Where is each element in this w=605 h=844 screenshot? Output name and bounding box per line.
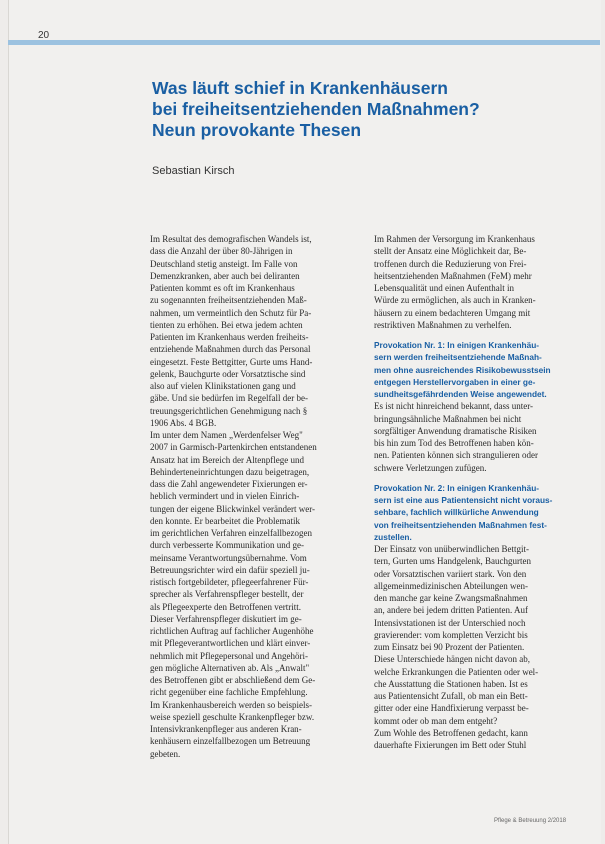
text-line: Im Rahmen der Versorgung im Krankenhaus — [374, 234, 535, 244]
provocation-heading-line: entgegen Herstellervorgaben in einer ge- — [374, 376, 536, 387]
text-line: tern, Gurten ums Handgelenk, Bauchgurten — [374, 556, 531, 567]
text-line: dass die Anzahl der über 80-Jährigen in — [150, 246, 293, 257]
text-line: gravierender: vom kompletten Verzicht bis — [374, 629, 528, 640]
page-number: 20 — [38, 30, 50, 41]
text-line: oder Vorsatztischen variiert stark. Von den — [374, 568, 527, 579]
text-line: 2007 in Garmisch-Partenkirchen entstandenen — [150, 442, 317, 453]
text-line: gen mögliche Alternativen ab. Als „Anwalt" — [150, 662, 310, 673]
text-line: nen. Patienten können sich strangulieren oder — [374, 450, 538, 461]
text-line: Behinderteneinrichtungen dazu beigetragen, — [150, 466, 310, 477]
provocation-heading-line: sehbare, fachlich willkürliche Anwendung — [374, 507, 539, 518]
author-name: Sebastian Kirsch — [152, 165, 235, 177]
page-footer: Pflege & Betreuung 2/2018 — [494, 818, 567, 824]
text-line: durch verbesserte Kommunikation und ge- — [150, 540, 304, 551]
text-line: gebeten. — [150, 748, 181, 759]
text-line: welche Erkrankungen die Patienten oder wel- — [374, 666, 539, 677]
text-line: des Betroffenen gibt er abschließend dem Ge- — [150, 675, 316, 685]
provocation-heading-line: sern werden freiheitsentziehende Maßnah- — [374, 352, 542, 363]
provocation-heading-line: Provokation Nr. 1: In einigen Krankenhäu- — [374, 340, 540, 350]
text-line: also auf vielen Klinikstationen gang und — [150, 381, 296, 391]
text-line: nehmlich mit Pflegepersonal und Angehöri- — [150, 650, 308, 661]
provocation-heading-line: sern ist eine aus Patientensicht nicht voraus- — [374, 495, 553, 505]
text-line: heblich vermindert und in vielen Einrich- — [150, 491, 300, 502]
text-line: 1906 Abs. 4 BGB. — [150, 417, 217, 428]
text-line: Betreuungsrichter wird ein dafür speziell ju- — [150, 564, 310, 575]
text-line: sorgfältiger Anwendung dramatische Risiken — [374, 425, 537, 436]
text-line: eingesetzt. Feste Bettgitter, Gurte ums Hand- — [150, 356, 313, 367]
text-line: bis hin zum Tod des Betroffenen haben kön- — [374, 438, 534, 448]
text-line: Patienten im Krankenhaus werden freiheits- — [150, 332, 309, 342]
text-line: gäbe. Und sie bedürfen im Regelfall der be- — [150, 393, 308, 404]
right-column — [374, 233, 584, 751]
text-line: Dieser Verfahrenspfleger diskutiert im ge- — [150, 613, 302, 624]
text-line: den manche gar keine Zwangsmaßnahmen — [374, 593, 528, 603]
text-line: Es ist nicht hinreichend bekannt, dass unter- — [374, 401, 534, 412]
text-line: tungen der eigene Blickwinkel verändert wer- — [150, 503, 316, 514]
text-line: Deutschland stetig ansteigt. Im Falle von — [150, 258, 298, 269]
text-line: Zum Wohle des Betroffenen gedacht, kann — [374, 727, 528, 738]
provocation-heading-line: von freiheitsentziehenden Maßnahmen fest- — [374, 519, 547, 530]
text-line: troffenen durch die Reduzierung von Frei- — [374, 258, 527, 269]
header-rule — [8, 40, 600, 45]
paragraph-gap — [374, 474, 584, 482]
provocation-heading-line: men ohne ausreichendes Risikobewusstsein — [374, 364, 551, 375]
text-line: meinsame Verantwortungsübernahme. Vom — [150, 552, 307, 563]
text-line: den konnte. Er bearbeitet die Problematik — [150, 515, 300, 526]
text-line: Im Krankenhausbereich werden so beispiels- — [150, 699, 312, 710]
text-line: che Ausstattung die Stationen haben. Ist es — [374, 678, 528, 689]
provocation-heading-line: zustellen. — [374, 531, 412, 542]
text-line: zu sogenannten freiheitsentziehenden Maß- — [150, 295, 307, 306]
article-title — [152, 78, 572, 141]
text-line: Der Einsatz von unüberwindlichen Bettgit- — [374, 544, 529, 554]
text-line: Ansatz hat im Bereich der Altenpflege und — [150, 454, 304, 465]
text-line: als Pflegeexperte den Betroffenen vertritt. — [150, 601, 302, 612]
text-line: Demenzkranken, aber auch bei deliranten — [150, 270, 300, 281]
title-line: bei freiheitsentziehenden Maßnahmen? — [152, 99, 480, 119]
title-line: Was läuft schief in Krankenhäusern — [152, 78, 448, 98]
text-line: stellt der Ansatz eine Möglichkeit dar, Be- — [374, 246, 527, 257]
text-line: weise speziell geschulte Krankenpfleger bzw. — [150, 711, 315, 722]
text-line: im gerichtlichen Verfahren einzelfallbezogen — [150, 528, 313, 538]
text-line: mit Pflegeverantwortlichen und klärt einver- — [150, 638, 311, 649]
text-line: Intensivkrankenpfleger aus anderen Kran- — [150, 724, 302, 734]
left-column — [150, 233, 360, 760]
text-line: Würde zu ermöglichen, als auch in Kranken- — [374, 295, 536, 306]
text-line: kommt oder ob man dem entgeht? — [374, 715, 498, 726]
text-line: richt gegenüber eine fachliche Empfehlung. — [150, 687, 308, 698]
text-line: entziehende Maßnahmen durch das Personal — [150, 344, 311, 355]
title-line: Neun provokante Thesen — [152, 120, 362, 140]
text-line: dass die Zahl angewendeter Fixierungen er- — [150, 479, 308, 489]
text-line: aus Patientensicht Zufall, ob man ein Bett- — [374, 691, 528, 701]
text-line: schwere Verletzungen zufügen. — [374, 462, 487, 473]
text-line: gelenk, Bauchgurte oder Vorsatztische sind — [150, 368, 306, 379]
text-line: zum Einsatz bei 90 Prozent der Patienten. — [374, 642, 525, 652]
text-line: nahmen, um vermeintlich den Schutz für Pa- — [150, 307, 312, 318]
text-line: restriktiven Maßnahmen zu verhelfen. — [374, 319, 512, 330]
text-line: treuungsgerichtlichen Genehmigung nach § — [150, 405, 308, 416]
text-line: richtlichen Auftrag auf fachlicher Augenhöhe — [150, 626, 314, 636]
text-line: sprecher als Verfahrenspfleger bestellt, der — [150, 589, 304, 600]
text-line: Im unter dem Namen „Werdenfelser Weg" — [150, 430, 303, 440]
paragraph-gap — [374, 331, 584, 339]
text-line: Intensivstationen ist der Unterschied noch — [374, 617, 526, 628]
text-line: Diese Unterschiede hängen nicht davon ab, — [374, 654, 530, 665]
text-line: tienten zu erhöhen. Bei etwa jedem achten — [150, 319, 303, 330]
text-line: Im Resultat des demografischen Wandels ist, — [150, 234, 312, 244]
text-line: heitsentziehenden Maßnahmen (FeM) mehr — [374, 270, 532, 281]
text-line: gitter oder eine Handfixierung verpasst be- — [374, 703, 529, 714]
text-line: bringungsähnliche Maßnahmen bei nicht — [374, 413, 522, 424]
text-line: ristisch fortgebildeter, pflegeerfahrener Für- — [150, 577, 309, 587]
text-line: dauerhafte Fixierungen im Bett oder Stuhl — [374, 740, 527, 750]
provocation-heading-line: Provokation Nr. 2: In einigen Krankenhäu- — [374, 482, 540, 493]
text-line: an, andere bei jedem dritten Patienten. Auf — [374, 605, 528, 616]
provocation-heading-line: sundheitsgefährdenden Weise angewendet. — [374, 389, 547, 399]
text-line: Lebensqualität und einen Aufenthalt in — [374, 283, 514, 293]
text-line: allgemeinmedizinischen Abteilungen wen- — [374, 580, 528, 591]
text-line: häusern zu einem bedachteren Umgang mit — [374, 307, 531, 318]
text-line: Patienten kommt es oft im Krankenhaus — [150, 283, 295, 293]
text-line: kenhäusern einzelfallbezogen um Betreuung — [150, 736, 311, 747]
